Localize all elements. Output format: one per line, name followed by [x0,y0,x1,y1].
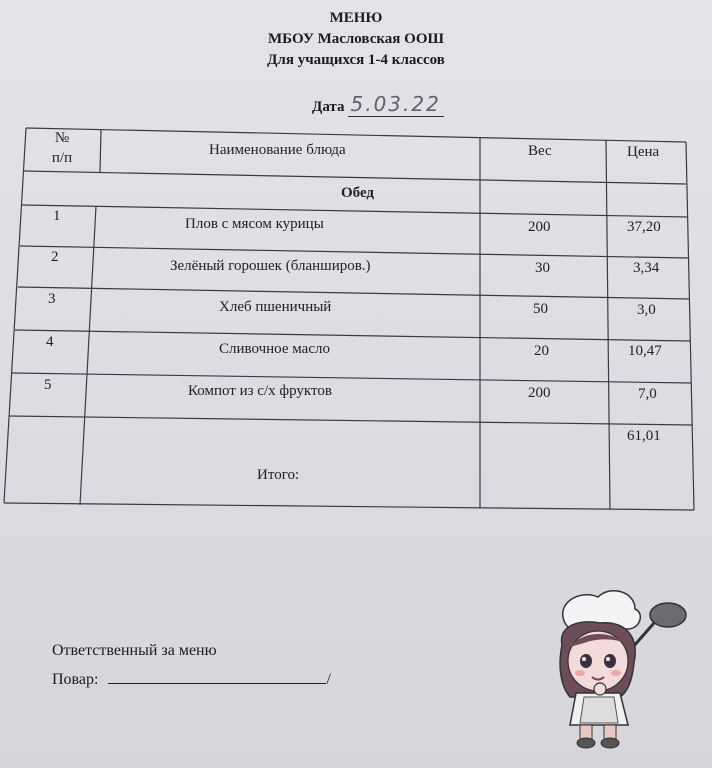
cook-label: Повар: [52,671,99,688]
table-row-price: 37,20 [627,219,661,235]
table-row-name: Компот из с/х фруктов [188,383,332,399]
responsible-label: Ответственный за меню [52,642,217,659]
menu-title: МЕНЮ [329,10,383,26]
section-title: Обед [341,185,375,201]
table-row-num: 5 [44,377,52,393]
table-row-name: Плов с мясом курицы [185,216,324,232]
table-row-price: 3,0 [637,302,656,318]
table-row-num: 2 [51,249,59,265]
cook-line [52,665,331,694]
table-row-weight: 200 [528,219,551,235]
table-row-name: Сливочное масло [219,341,330,357]
total-label: Итого: [257,467,300,483]
signature-block [52,636,331,694]
table-row-price: 7,0 [638,386,657,402]
signature-slash: / [326,671,331,688]
table-row-price: 10,47 [628,343,662,359]
table-row-num: 1 [53,208,61,224]
table-row-num: 3 [48,291,56,307]
table-row-name: Зелёный горошек (бланширов.) [170,258,371,274]
column-header-weight: Вес [528,143,552,159]
audience-line: Для учащихся 1-4 классов [267,52,445,68]
signature-line [108,669,326,684]
table-row-weight: 30 [535,260,550,276]
table-row-price: 3,34 [633,260,660,276]
school-name: МБОУ Масловская ООШ [268,31,444,47]
chef-girl-icon [540,585,690,750]
date-value: 5.03.22 [348,92,444,117]
column-header-num-sub: п/п [51,150,73,166]
column-header-price: Цена [627,144,660,160]
table-row-name: Хлеб пшеничный [219,299,332,315]
column-header-num: № [54,130,70,146]
table-row-num: 4 [46,334,54,350]
table-row-weight: 200 [528,385,551,401]
date-label: Дата [312,99,345,115]
total-price: 61,01 [627,428,661,444]
table-row-weight: 50 [533,301,548,317]
column-header-name: Наименование блюда [209,142,346,158]
table-row-weight: 20 [534,343,549,359]
